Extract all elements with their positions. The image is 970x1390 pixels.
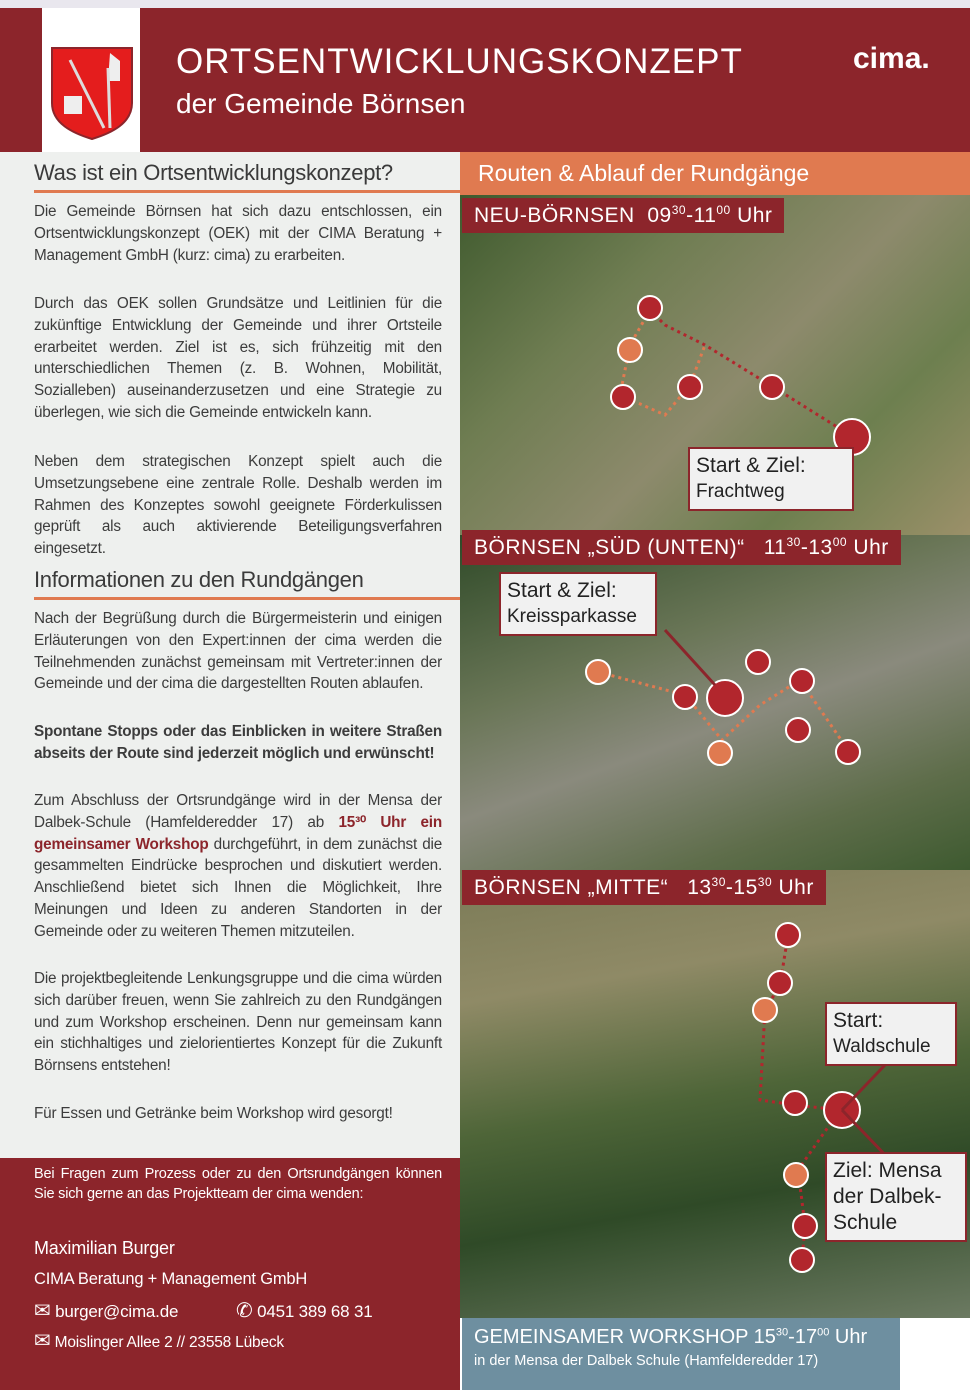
time-unit: Uhr bbox=[737, 204, 773, 227]
box-title: Start & Ziel: bbox=[696, 454, 806, 477]
contact-phone: 0451 389 68 31 bbox=[257, 1302, 373, 1321]
paragraph: Für Essen und Getränke beim Workshop wird gesorgt! bbox=[34, 1105, 393, 1122]
start-ziel-frachtweg bbox=[688, 447, 854, 511]
start-ziel-kreissparkasse bbox=[499, 572, 657, 636]
contact-phone-row bbox=[236, 1298, 372, 1323]
contact-company: CIMA Beratung + Management GmbH bbox=[34, 1270, 308, 1288]
time-unit: Uhr bbox=[829, 1326, 868, 1348]
time: 00 bbox=[817, 1326, 830, 1339]
start-waldschule bbox=[825, 1002, 957, 1066]
time-unit: Uhr bbox=[778, 876, 814, 899]
workshop-box bbox=[462, 1318, 900, 1390]
route-label-boernsen-mitte bbox=[462, 870, 826, 905]
time: 00 bbox=[832, 535, 848, 549]
text: GEMEINSAMER WORKSHOP 15 bbox=[474, 1326, 776, 1348]
map-boernsen-mitte bbox=[460, 870, 970, 1318]
paragraph: Neben dem strategischen Konzept spielt auch die Umsetzungsebene eine zentrale Rolle. Deshalb werden im Rahmen des Konzeptes sowohl geeignete Förderkulissen geprüft als auch aktivierende Beteiligungsverfahren eingesetzt. bbox=[34, 453, 442, 558]
contact-email[interactable]: burger@cima.de bbox=[55, 1302, 179, 1321]
routes-title: Routen & Ablauf der Rundgänge bbox=[460, 152, 970, 195]
time: 30 bbox=[775, 1326, 789, 1339]
time: 30 bbox=[711, 875, 726, 889]
page-subtitle: der Gemeinde Börnsen bbox=[176, 88, 466, 119]
text: Zum Abschluss der Ortsrundgänge wird in der Mensa der Dalbek-Schule (Hamfelderedder 17) ab bbox=[34, 792, 442, 831]
envelope-icon: ✉ bbox=[34, 1330, 51, 1352]
coat-of-arms-logo bbox=[42, 8, 140, 152]
paragraph-highlight: Spontane Stopps oder das Einblicken in weitere Straßen abseits der Route sind jederzeit möglich und erwünscht! bbox=[34, 723, 442, 762]
workshop-highlight: 15³⁰ Uhr ein gemeinsamer Workshop bbox=[34, 813, 442, 853]
contact-intro: Bei Fragen zum Prozess oder zu den Ortsrundgängen können Sie sich gerne an das Projektteam der cima wenden: bbox=[34, 1166, 442, 1202]
cima-logo: cima. bbox=[853, 42, 930, 75]
time: 30 bbox=[671, 203, 687, 217]
time: 00 bbox=[716, 203, 731, 217]
contact-email-row bbox=[34, 1298, 178, 1323]
box-place: Frachtweg bbox=[696, 481, 785, 502]
contact-box bbox=[0, 1158, 460, 1390]
box-title: Start & Ziel: bbox=[507, 579, 617, 602]
box-place: Kreissparkasse bbox=[507, 606, 637, 627]
contact-address: Moislinger Allee 2 // 23558 Lübeck bbox=[54, 1334, 284, 1351]
top-strip bbox=[0, 0, 970, 8]
email-icon: ✉ bbox=[34, 1300, 51, 1322]
time: -13 bbox=[800, 536, 833, 559]
time: 30 bbox=[757, 875, 773, 889]
route-label-boernsen-sued bbox=[462, 530, 901, 565]
contact-name: Maximilian Burger bbox=[34, 1238, 175, 1258]
route-name: NEU-BÖRNSEN bbox=[474, 204, 635, 227]
paragraph: Die Gemeinde Börnsen hat sich dazu entschlossen, ein Ortsentwicklungskonzept (OEK) mit der CIMA Beratung + Management GmbH (kurz: cima) zu erarbeiten. bbox=[34, 203, 442, 264]
box-title: Ziel: Mensa bbox=[833, 1159, 942, 1182]
section-title-oek: Was ist ein Ortsentwicklungskonzept? bbox=[34, 160, 460, 193]
paragraph: Durch das OEK sollen Grundsätze und Leitlinien für die zukünftige Entwicklung der Gemeinde und ihrer Ortsteile erarbeitet werden. Ziel ist es, sich frühzeitig mit den unterschiedlichen Themen (z. B. Wohnen, Mobilität, Sozialleben) auseinanderzusetzen und eine Strategie zu überlegen, wie sich die Gemeinde entwickeln kann. bbox=[34, 295, 442, 421]
paragraph: Die projektbegleitende Lenkungsgruppe und die cima würden sich darüber freuen, wenn Sie zahlreich zu den Rundgängen und zum Workshop erscheinen. Denn nur gemeinsam kann ein stichhaltiges und zielorientiertes Konzept für die Zukunft Börnsens entstehen! bbox=[34, 970, 442, 1075]
box-place: der Dalbek- bbox=[833, 1185, 942, 1208]
time-unit: Uhr bbox=[853, 536, 889, 559]
time: 11 bbox=[763, 536, 787, 559]
time: -15 bbox=[725, 876, 758, 899]
workshop-location: in der Mensa der Dalbek Schule (Hamfelderedder 17) bbox=[474, 1353, 819, 1369]
box-title: Start: bbox=[833, 1009, 884, 1032]
page-title: ORTSENTWICKLUNGSKONZEPT bbox=[176, 42, 743, 81]
section-title-rundgaenge: Informationen zu den Rundgängen bbox=[34, 567, 460, 600]
time: 30 bbox=[786, 535, 801, 549]
workshop-title bbox=[474, 1326, 888, 1349]
ziel-mensa-dalbek-schule bbox=[825, 1152, 967, 1242]
route-name: BÖRNSEN „SÜD (UNTEN)“ bbox=[474, 536, 745, 559]
contact-address-row bbox=[34, 1328, 284, 1353]
time: 09 bbox=[647, 204, 672, 227]
paragraph: Nach der Begrüßung durch die Bürgermeisterin und einigen Erläuterungen von den Expert:innen der cima werden die Teilnehmenden zunächst gemeinsam mit Vertreter:innen der Gemeinde und der cima die dargestellten Routen ablaufen. bbox=[34, 610, 442, 693]
paragraph bbox=[34, 790, 442, 943]
route-name: BÖRNSEN „MITTE“ bbox=[474, 876, 669, 899]
text: durchgeführt, in dem zunächst die gesammelten Eindrücke besprochen und diskutiert werden. Anschließend bietet sich Ihnen die Möglichkeit, Ihre Meinungen und Ideen zu anderen Standorten in der Gemeinde oder zu weiteren Themen mitzuteilen. bbox=[34, 835, 443, 940]
time: 13 bbox=[687, 876, 712, 899]
phone-icon: ✆ bbox=[236, 1300, 253, 1322]
box-place: Schule bbox=[833, 1211, 898, 1234]
route-label-neu-boernsen bbox=[462, 198, 784, 233]
time: -11 bbox=[686, 204, 717, 227]
time: -17 bbox=[788, 1326, 818, 1348]
box-place: Waldschule bbox=[833, 1036, 931, 1057]
